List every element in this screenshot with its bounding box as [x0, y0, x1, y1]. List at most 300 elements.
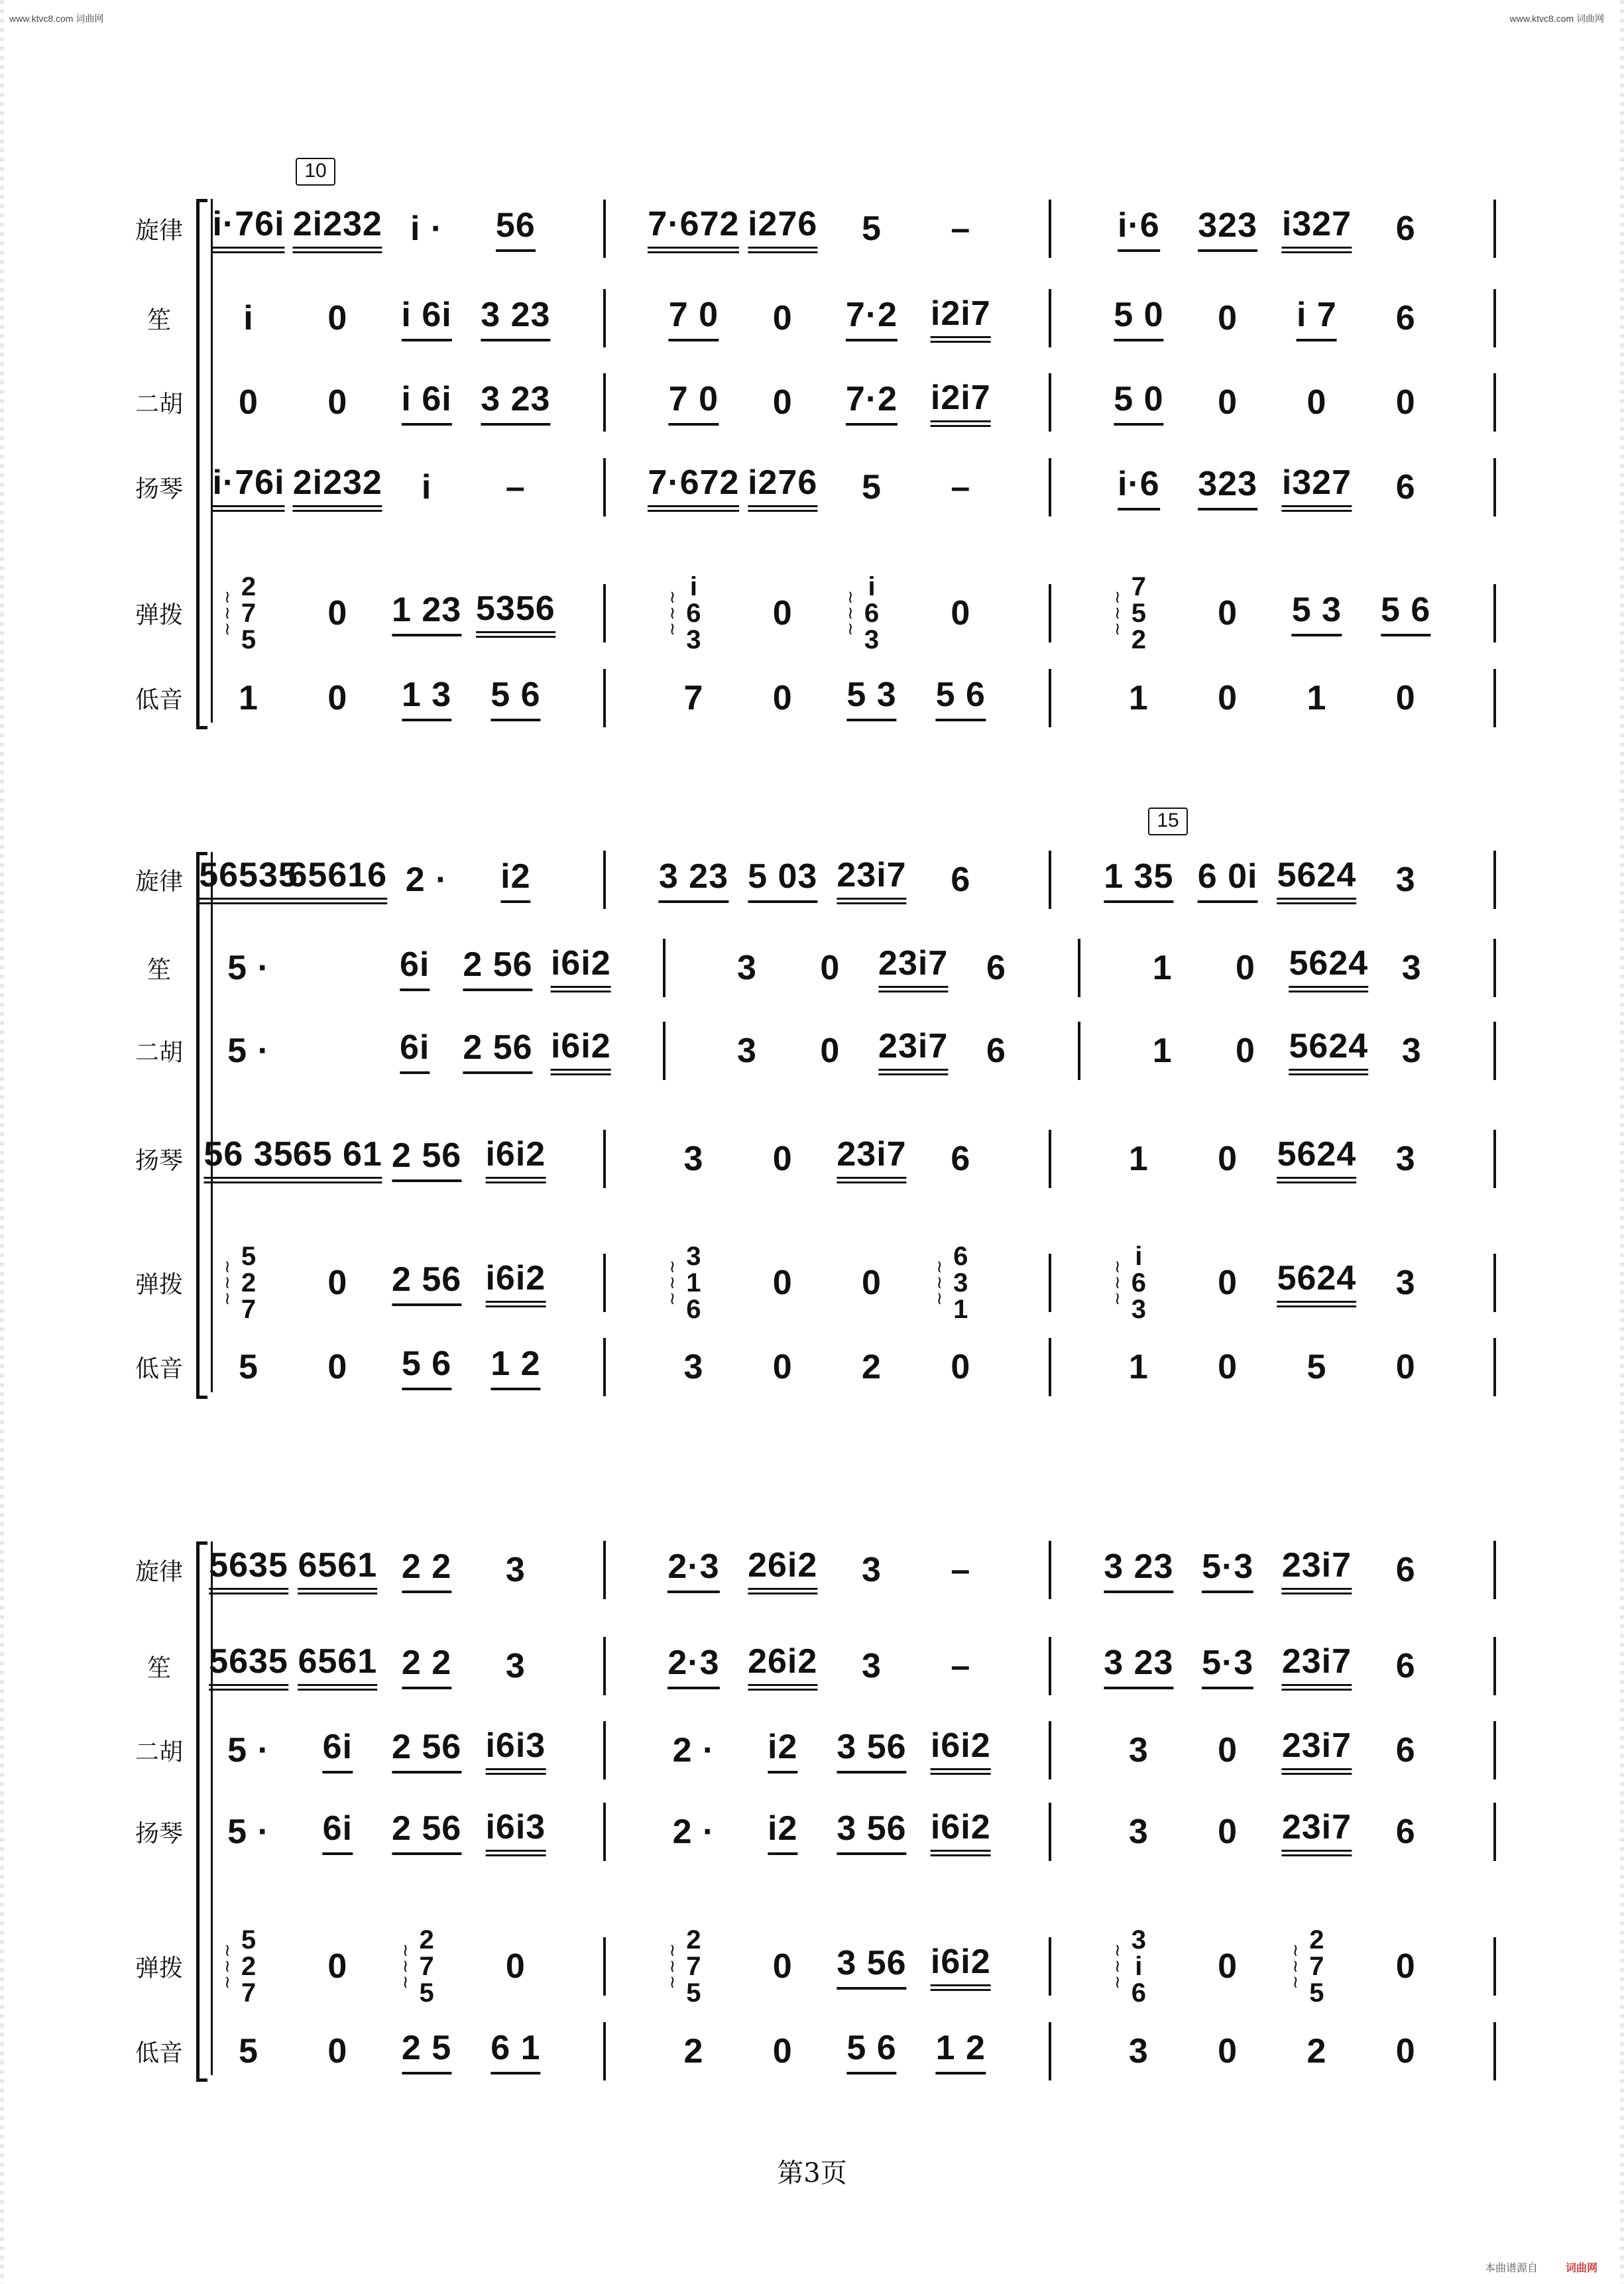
note: 0 — [1236, 949, 1255, 987]
note: 3 23 — [481, 379, 550, 426]
note: 5 6 — [491, 675, 540, 721]
note: 3 — [1395, 1140, 1416, 1178]
note: 0 — [820, 949, 841, 987]
note: 2 56 — [463, 945, 532, 991]
note: – — [505, 468, 526, 507]
note: i327 — [1282, 463, 1352, 512]
barline — [1493, 289, 1496, 347]
note: 7·2 — [846, 379, 898, 426]
barline — [663, 1022, 666, 1080]
note: 2 2 — [402, 1643, 451, 1689]
note: 3 — [862, 1551, 882, 1589]
barline — [1493, 1721, 1496, 1779]
note: i6i2 — [551, 943, 611, 992]
note: 5 0 — [1114, 295, 1163, 341]
note: 3 23 — [1104, 1547, 1173, 1593]
note: 2 — [862, 1348, 882, 1386]
note: 5 · — [227, 949, 270, 987]
note: 5 · — [227, 1032, 270, 1070]
arpeggio-icon: ≀ ≀ ≀ — [224, 1941, 231, 1992]
note: 3 — [737, 1032, 757, 1070]
note: 6 — [1395, 299, 1416, 337]
arpeggio-icon: ≀ ≀ ≀ — [224, 587, 231, 639]
note: 2 56 — [463, 1028, 532, 1074]
note: 3 — [505, 1647, 526, 1685]
note: 0 — [772, 299, 793, 337]
note: 0 — [1218, 1264, 1238, 1302]
note: 7 0 — [669, 379, 719, 426]
system-bracket — [196, 1541, 207, 2082]
barline — [1493, 1130, 1496, 1188]
note: i2 — [500, 857, 530, 903]
barline — [1493, 1637, 1496, 1695]
note: 6i — [400, 1028, 430, 1074]
note: 2 — [683, 2032, 704, 2071]
note: 6 — [951, 861, 971, 899]
note: 6 — [1395, 1551, 1416, 1589]
note: 5624 — [1289, 1026, 1368, 1075]
barline — [603, 1803, 606, 1861]
note: 1 — [1152, 1032, 1173, 1070]
note: 5624 — [1277, 855, 1357, 904]
barline — [1049, 1130, 1051, 1188]
part-label: 扬琴 — [135, 475, 183, 503]
note: 0 — [1218, 1348, 1238, 1386]
note: 26i2 — [748, 1545, 817, 1594]
barline — [603, 2022, 606, 2080]
note: 5 6 — [402, 1344, 451, 1390]
part-label: 低音 — [135, 2039, 183, 2067]
note: 0 — [1395, 1348, 1416, 1386]
barline — [1049, 669, 1051, 727]
barline — [603, 1130, 606, 1188]
note: i — [421, 468, 432, 507]
barline — [1493, 1541, 1496, 1599]
barline — [1049, 1254, 1051, 1312]
note: 0 — [327, 679, 348, 717]
note: 6i — [323, 1727, 353, 1773]
note: – — [951, 1551, 971, 1589]
note: 26i2 — [748, 1642, 817, 1691]
barline — [603, 1721, 606, 1779]
note: 2·3 — [667, 1643, 719, 1689]
note: i6i3 — [485, 1726, 546, 1775]
arpeggio-icon: ≀ ≀ ≀ — [669, 1941, 676, 1992]
note: 0 — [1218, 1140, 1238, 1178]
note: – — [951, 1647, 971, 1685]
barline — [1049, 1541, 1051, 1599]
barline — [1049, 851, 1051, 909]
barline — [603, 1541, 606, 1599]
note: 0 — [1218, 1813, 1238, 1851]
note: 0 — [772, 1348, 793, 1386]
note: 5 — [862, 210, 882, 248]
note: i6i2 — [931, 1807, 991, 1856]
note: 1 — [239, 679, 259, 717]
note: 6 — [1395, 468, 1416, 507]
note: 3 — [1128, 1731, 1149, 1770]
note: 0 — [951, 594, 971, 632]
part-label: 扬琴 — [135, 1147, 183, 1175]
rehearsal-mark: 10 — [296, 158, 335, 186]
note: 5 — [239, 2032, 259, 2071]
note: 0 — [1218, 2032, 1238, 2071]
note: 3 — [737, 949, 757, 987]
system-bracket — [196, 199, 207, 729]
note: 5·3 — [1202, 1547, 1253, 1593]
note: 2 5 — [402, 2028, 451, 2074]
note: 23i7 — [878, 1026, 948, 1075]
part-label: 弹拨 — [135, 1954, 183, 1982]
note: 7·2 — [846, 295, 898, 341]
note: 0 — [327, 1348, 348, 1386]
rehearsal-mark: 15 — [1148, 808, 1188, 835]
note: 1 — [1306, 679, 1327, 717]
note: 0 — [772, 383, 793, 422]
note: 5 6 — [846, 2028, 896, 2074]
note: 0 — [862, 1264, 882, 1302]
barline — [1493, 851, 1496, 909]
note: 0 — [820, 1032, 841, 1070]
chord: 3 1 6 — [686, 1242, 701, 1324]
barline — [603, 584, 606, 642]
note: 0 — [1236, 1032, 1255, 1070]
arpeggio-icon: ≀ ≀ ≀ — [402, 1941, 409, 1992]
barline — [1049, 1803, 1051, 1861]
note: 323 — [1198, 206, 1257, 252]
note: i2i7 — [931, 294, 991, 343]
note: 0 — [772, 1140, 793, 1178]
note: 5635 — [209, 1642, 288, 1691]
note: 5·3 — [1202, 1643, 1253, 1689]
note: 2 56 — [392, 1809, 461, 1855]
note: 0 — [772, 1264, 793, 1302]
part-label: 二胡 — [135, 1738, 183, 1766]
barline — [1078, 939, 1080, 997]
note: 6 — [986, 949, 1006, 987]
barline — [1049, 2022, 1051, 2080]
note: 23i7 — [1282, 1642, 1352, 1691]
note: 2 — [1306, 2032, 1327, 2071]
note: 0 — [505, 1947, 526, 1986]
note: 0 — [951, 1348, 971, 1386]
note: 1 23 — [392, 590, 461, 636]
note: 0 — [1218, 299, 1238, 337]
note: 6 1 — [491, 2028, 540, 2074]
note: 6 — [1395, 1813, 1416, 1851]
note: 3 56 — [837, 1943, 906, 1990]
arpeggio-icon: ≀ ≀ ≀ — [936, 1257, 943, 1309]
note: 6561 — [298, 1545, 377, 1594]
note: 3 — [1128, 2032, 1149, 2071]
note: 5 — [239, 1348, 259, 1386]
arpeggio-icon: ≀ ≀ ≀ — [669, 587, 676, 639]
note: 6 — [951, 1140, 971, 1178]
note: 3 — [683, 1140, 704, 1178]
barline — [1493, 1937, 1496, 1996]
barline — [1493, 1022, 1496, 1080]
note: 0 — [327, 2032, 348, 2071]
note: 6i — [323, 1809, 353, 1855]
barline — [1493, 669, 1496, 727]
chord: 2 7 5 — [1309, 1925, 1324, 2008]
note: 5624 — [1277, 1134, 1357, 1183]
note: i6i2 — [485, 1134, 546, 1183]
note: 0 — [327, 1947, 348, 1986]
watermark-source: 本曲谱源自 — [1484, 2261, 1538, 2274]
note: i 6i — [401, 379, 451, 426]
note: 5 6 — [1381, 590, 1430, 636]
note: i6i2 — [485, 1258, 546, 1307]
note: 0 — [1395, 383, 1416, 422]
note: – — [951, 468, 971, 507]
part-label: 旋律 — [135, 868, 183, 896]
barline — [1493, 1254, 1496, 1312]
note: 56 35 — [203, 1134, 293, 1183]
note: 6 — [986, 1032, 1006, 1070]
note: 7·672 — [648, 204, 739, 253]
header-right-url: www.ktvc8.com 词曲网 — [1509, 13, 1604, 24]
barline — [603, 851, 606, 909]
note: i·6 — [1118, 206, 1160, 252]
note: i2 — [768, 1727, 797, 1773]
system-line — [211, 1541, 213, 2075]
note: 2 56 — [392, 1727, 461, 1773]
note: 65616 — [288, 855, 387, 904]
barline — [603, 1937, 606, 1996]
note: 1 — [1128, 1348, 1149, 1386]
note: 5635 — [209, 1545, 288, 1594]
note: i6i2 — [931, 1726, 991, 1775]
note: 7 0 — [669, 295, 719, 341]
barline — [1493, 2022, 1496, 2080]
part-label: 笙 — [146, 956, 171, 984]
note: 56535 — [199, 855, 298, 904]
note: i·6 — [1118, 464, 1160, 511]
chord: 5 2 7 — [241, 1242, 257, 1324]
barline — [1049, 289, 1051, 347]
note: 0 — [1218, 1947, 1238, 1986]
note: 5 · — [227, 1731, 270, 1770]
note: 0 — [1218, 1731, 1238, 1770]
note: 5 — [862, 468, 882, 507]
note: 3 — [862, 1647, 882, 1685]
note: 2 2 — [402, 1547, 451, 1593]
watermark-site: 词曲网 — [1565, 2261, 1597, 2274]
note: 5 · — [227, 1813, 270, 1851]
barline — [603, 669, 606, 727]
barline — [603, 200, 606, 258]
note: 6 0i — [1198, 857, 1258, 903]
note: i276 — [748, 204, 817, 253]
note: 0 — [327, 594, 348, 632]
note: 5 — [1306, 1348, 1327, 1386]
note: i327 — [1282, 204, 1352, 253]
note: 5 6 — [936, 675, 986, 721]
barline — [1049, 458, 1051, 516]
note: i276 — [748, 463, 817, 512]
note: 5 03 — [748, 857, 817, 903]
note: 3 23 — [481, 295, 550, 341]
note: 6i — [400, 945, 430, 991]
part-label: 二胡 — [135, 1039, 183, 1067]
arpeggio-icon: ≀ ≀ ≀ — [1114, 587, 1121, 639]
chord: i 6 3 — [1131, 1242, 1146, 1324]
arpeggio-icon: ≀ ≀ ≀ — [847, 587, 854, 639]
note: 0 — [327, 383, 348, 422]
note: 3 — [1128, 1813, 1149, 1851]
note: 23i7 — [1282, 1807, 1352, 1856]
note: i·76i — [212, 463, 284, 512]
barline — [1493, 1803, 1496, 1861]
chord: 6 3 1 — [953, 1242, 968, 1324]
note: 0 — [1218, 383, 1238, 422]
note: 3 — [505, 1551, 526, 1589]
note: 0 — [772, 2032, 793, 2071]
note: i 6i — [401, 295, 451, 341]
note: 0 — [1306, 383, 1327, 422]
note: 5624 — [1277, 1258, 1357, 1307]
note: 0 — [772, 594, 793, 632]
barline — [1493, 373, 1496, 432]
note: 1 3 — [402, 675, 451, 721]
barline — [1049, 1937, 1051, 1996]
note: 5 3 — [846, 675, 896, 721]
note: i6i3 — [485, 1807, 546, 1856]
barline — [603, 1338, 606, 1396]
note: 2i232 — [293, 463, 382, 512]
chord: 3 i 6 — [1131, 1925, 1146, 2008]
note: 1 — [1128, 1140, 1149, 1178]
note: 2·3 — [667, 1547, 719, 1593]
chord: 2 7 5 — [686, 1925, 701, 2008]
note: 3 23 — [659, 857, 728, 903]
note: 23i7 — [1282, 1545, 1352, 1594]
note: i 7 — [1297, 295, 1337, 341]
page-number: 第3页 — [777, 2158, 847, 2189]
note: 0 — [772, 679, 793, 717]
note: 23i7 — [878, 943, 948, 992]
note: 2 56 — [392, 1260, 461, 1306]
chord: 5 2 7 — [241, 1925, 257, 2008]
arpeggio-icon: ≀ ≀ ≀ — [1114, 1941, 1121, 1992]
note: 0 — [1395, 2032, 1416, 2071]
note: 1 35 — [1104, 857, 1173, 903]
part-label: 弹拨 — [135, 1271, 183, 1299]
barline — [1078, 1022, 1080, 1080]
barline — [1493, 458, 1496, 516]
note: 2 · — [405, 861, 448, 899]
note: 0 — [1395, 1947, 1416, 1986]
note: 7·672 — [648, 463, 739, 512]
part-label: 旋律 — [135, 1558, 183, 1586]
barline — [1049, 1721, 1051, 1779]
note: 0 — [1395, 679, 1416, 717]
barline — [1493, 200, 1496, 258]
note: 1 — [1128, 679, 1149, 717]
note: 65 61 — [293, 1134, 382, 1183]
part-label: 弹拨 — [135, 601, 183, 629]
note: 3 23 — [1104, 1643, 1173, 1689]
chord: i 6 3 — [686, 572, 701, 654]
note: i2 — [768, 1809, 797, 1855]
chord: 2 7 5 — [419, 1925, 434, 2008]
note: i — [243, 299, 254, 337]
note: 5 0 — [1114, 379, 1163, 426]
note: 1 2 — [491, 1344, 540, 1390]
left-edge-decoration — [0, 0, 4, 2284]
note: 2 · — [672, 1731, 715, 1770]
part-label: 笙 — [146, 1654, 171, 1682]
note: 3 — [1401, 1032, 1422, 1070]
barline — [1049, 1338, 1051, 1396]
note: 56 — [496, 206, 536, 252]
note: 5356 — [476, 589, 555, 638]
note: 23i7 — [837, 1134, 906, 1183]
note: 6 — [1395, 1647, 1416, 1685]
note: 3 — [1401, 949, 1422, 987]
note: 0 — [772, 1947, 793, 1986]
note: i · — [410, 210, 443, 248]
arpeggio-icon: ≀ ≀ ≀ — [669, 1257, 676, 1309]
part-label: 二胡 — [135, 391, 183, 418]
note: 23i7 — [1282, 1726, 1352, 1775]
note: – — [951, 210, 971, 248]
note: 3 — [1395, 1264, 1416, 1302]
note: 0 — [1218, 679, 1238, 717]
right-edge-decoration — [1620, 0, 1624, 2284]
note: 2 56 — [392, 1136, 461, 1182]
barline — [603, 1254, 606, 1312]
barline — [603, 373, 606, 432]
system-line — [211, 852, 213, 1392]
chord: 7 5 2 — [1131, 572, 1146, 654]
chord: 2 7 5 — [241, 572, 257, 654]
system-line — [211, 199, 213, 723]
note: 1 2 — [936, 2028, 986, 2074]
note: i6i2 — [931, 1942, 991, 1991]
barline — [1049, 200, 1051, 258]
arpeggio-icon: ≀ ≀ ≀ — [1292, 1941, 1299, 1992]
barline — [603, 289, 606, 347]
part-label: 低音 — [135, 686, 183, 714]
arpeggio-icon: ≀ ≀ ≀ — [1114, 1257, 1121, 1309]
system-bracket — [196, 852, 207, 1399]
part-label: 低音 — [135, 1355, 183, 1383]
part-label: 笙 — [146, 306, 171, 334]
barline — [603, 458, 606, 516]
note: 2 · — [672, 1813, 715, 1851]
part-label: 扬琴 — [135, 1820, 183, 1848]
note: 5624 — [1289, 943, 1368, 992]
note: 5 3 — [1292, 590, 1342, 636]
note: i2i7 — [931, 378, 991, 427]
note: 6 — [1395, 210, 1416, 248]
part-label: 旋律 — [135, 217, 183, 245]
arpeggio-icon: ≀ ≀ ≀ — [224, 1257, 231, 1309]
note: 3 56 — [837, 1727, 906, 1773]
note: 23i7 — [837, 855, 906, 904]
note: 6561 — [298, 1642, 377, 1691]
note: 3 — [683, 1348, 704, 1386]
note: 0 — [1218, 594, 1238, 632]
note: 323 — [1198, 464, 1257, 511]
barline — [1493, 939, 1496, 997]
barline — [1049, 1637, 1051, 1695]
note: 7 — [683, 679, 704, 717]
note: 6 — [1395, 1731, 1416, 1770]
note: 3 56 — [837, 1809, 906, 1855]
